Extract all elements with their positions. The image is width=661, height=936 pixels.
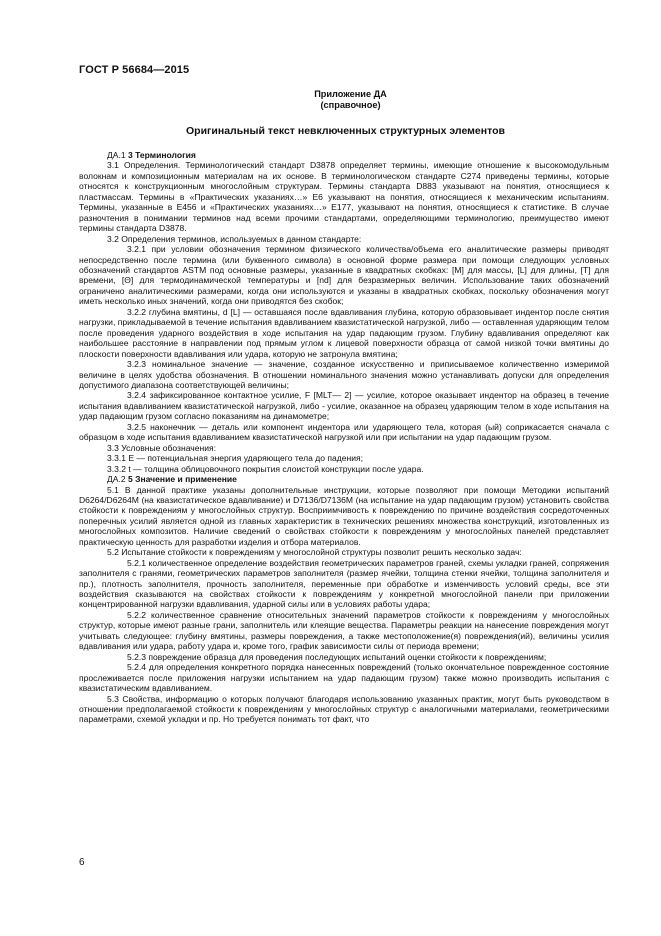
page-number: 6 [79, 857, 85, 868]
standard-code: ГОСТ Р 56684—2015 [79, 64, 190, 76]
paragraph-3-3: 3.3 Условные обозначения: [107, 442, 216, 453]
paragraph-5-2: 5.2 Испытание стойкости к повреждениям у многослойной структуры позволит решить несколько задач: [107, 547, 522, 558]
paragraph-3-2-3: 3.2.3 номинальное значение — значение, созданное искусственно и приписываемое количественно измеримой величине в целях удобства обозначения. В отношении номинального значения можно устанавливать допуски для определения допустимого диапазона соответствующей величины; [79, 359, 609, 390]
section-heading-significance: ДА.2 5 Значение и применение [107, 474, 237, 485]
appendix-subtitle: (справочное) [320, 100, 381, 110]
appendix-title: Приложение ДА [314, 89, 387, 99]
paragraph-3-1: 3.1 Определения. Терминологический стандарт D3878 определяет термины, имеющие отношение к высокомодульным волокнам и композиционным материалам на их основе. В терминологическом стандарте C274 приведены термины, которые относятся к конструкционным многослойным структурам. Термины стандарта D883 указывают на понятия, относящиеся к пластмассам. Термины в «Практических указаниях…» E6 указывают на понятия, относящиеся к механическим испытаниям. Термины, указанные в E456 и «Практических указаниях…» E177, указывают на понятия, относящиеся к статистике. В случае разночтения в понимании терминов над всеми прочими стандартами, определяющими терминологию, преимущество имеют термины стандарта D3878. [79, 160, 609, 234]
paragraph-3-2-4: 3.2.4 зафиксированное контактное усилие, F [MLT— 2] — усилие, которое оказывает индентор на образец в течение испытания вдавливанием квазистатической нагрузкой, либо - усилие, оказанное на образец ударяющим телом в ходе испытания на удар падающим грузом согласно показаниям на динамометре; [79, 390, 609, 422]
paragraph-3-2-1: 3.2.1 при условии обозначения термином физического количества/объема его аналитические размеры приводят непосредственно после термина (или буквенного символа) в основной форме размера при помощи следующих условных обозначений стандартов ASTM под основные размеры, указанные в квадратных скобках: [M] для массы, [L] для длины, [T] для времени, [Θ] для термодинамической температуры и [nd] для безразмерных величин. Использование таких обозначений ограничено аналитическими размерами, когда они используются и указаны в квадратных скобках, поскольку обозначения могут иметь несколько иных значений, когда они приводятся без скобок; [79, 244, 609, 307]
paragraph-3-2-2: 3.2.2 глубина вмятины, d [L] — оставшаяся после вдавливания глубина, которую образовывает индентор после снятия нагрузки, прикладываемой в течение испытания вдавливанием квазистатической нагрузкой, либо — оставленная ударяющим телом после проведения ударного воздействия в ходе испытания на удар падающим грузом. Глубину вдавливания определяют как наибольшее расстояние в направлении под прямым углом к лицевой поверхности образца от самой низкой точки вмятины до плоскости поверхности вдавливания или удара, которую не затронула вмятина; [79, 306, 609, 359]
paragraph-3-2-5: 3.2.5 наконечник — деталь или компонент индентора или ударяющего тела, которая (ый) соприкасается сначала с образцом в ходе испытания вдавливанием квазистатической нагрузкой или при испытании на удар падающим грузом. [79, 421, 609, 443]
paragraph-3-3-1: 3.3.1 E — потенциальная энергия ударяющего тела до падения; [107, 453, 363, 464]
paragraph-3-2: 3.2 Определения терминов, используемых в данном стандарте: [107, 233, 362, 244]
section-heading-terminology: ДА.1 3 Терминология [107, 150, 196, 160]
paragraph-5-1: 5.1 В данной практике указаны дополнительные инструкции, которые позволяют при помощи Методики испытаний D6264/D6264M (на квазистатическое вдавливание) и D7136/D7136M (на испытание на удар падающим грузом) установить свойства стойкости к повреждениям у многослойных структур. Восприимчивость к повреждению по причине воздействия сосредоточенных поперечных усилий является одной из главных характеристик в технических решениях множества конструкций, изготовленных из многослойных композитов. Наличие сведений о свойствах стойкости к повреждениям у многослойных панелей представляет практическую ценность для разработки изделия и отбора материалов. [79, 484, 609, 547]
paragraph-5-3: 5.3 Свойства, информацию о которых получают благодаря использованию указанных практик, могут быть руководством в отношении предполагаемой стойкости к повреждениям у многослойных структур с аналогичными материалами, геометрическими параметрами, схемой укладки и пр. Но требуется понимать тот факт, что [79, 693, 609, 725]
paragraph-5-2-3: 5.2.3 повреждение образца для проведения последующих испытаний оценки стойкости к повреждениям; [127, 651, 547, 662]
paragraph-3-3-2: 3.3.2 t — толщина облицовочного покрытия слоистой конструкции после удара. [107, 463, 424, 474]
document-title: Оригинальный текст невключенных структурных элементов [186, 125, 505, 137]
paragraph-5-2-2: 5.2.2 количественное сравнение относительных значений параметров стойкости к повреждениям у многослойных структур, которые имеют разные грани, заполнитель или клеящие вещества. Параметры реакции на нанесение повреждения могут учитывать следующее: глубину вмятины, размеры повреждения, а также местоположение(я) повреждения(ий), величины усилия вдавливания или удара, работу удара и, кроме того, график зависимости силы от периода времени; [79, 609, 609, 652]
document-body [79, 150, 609, 725]
paragraph-5-2-1: 5.2.1 количественное определение воздействия геометрических параметров граней, схемы укладки граней, сопряжения заполнителя с гранями, геометрических параметров заполнителя (размер ячейки, толщина стенки ячейки, толщина заполнителя и пр.), плотность заполнителя, прочность заполнителя, переменные при обработке и изменчивость условий среды, все эти воздействия сказываются на свойствах стойкости к повреждениям у конкретной многослойной панели при приложении концентрированной нагрузки вдавливания, ударной силы или в условиях работы удара; [79, 557, 609, 610]
paragraph-5-2-4: 5.2.4 для определения конкретного порядка нанесенных повреждений (только окончательное поврежденное состояние прослеживается после приложения нагрузки испытанием на удар падающим грузом) также можно производить испытания с квазистатическим вдавливанием. [79, 662, 609, 694]
